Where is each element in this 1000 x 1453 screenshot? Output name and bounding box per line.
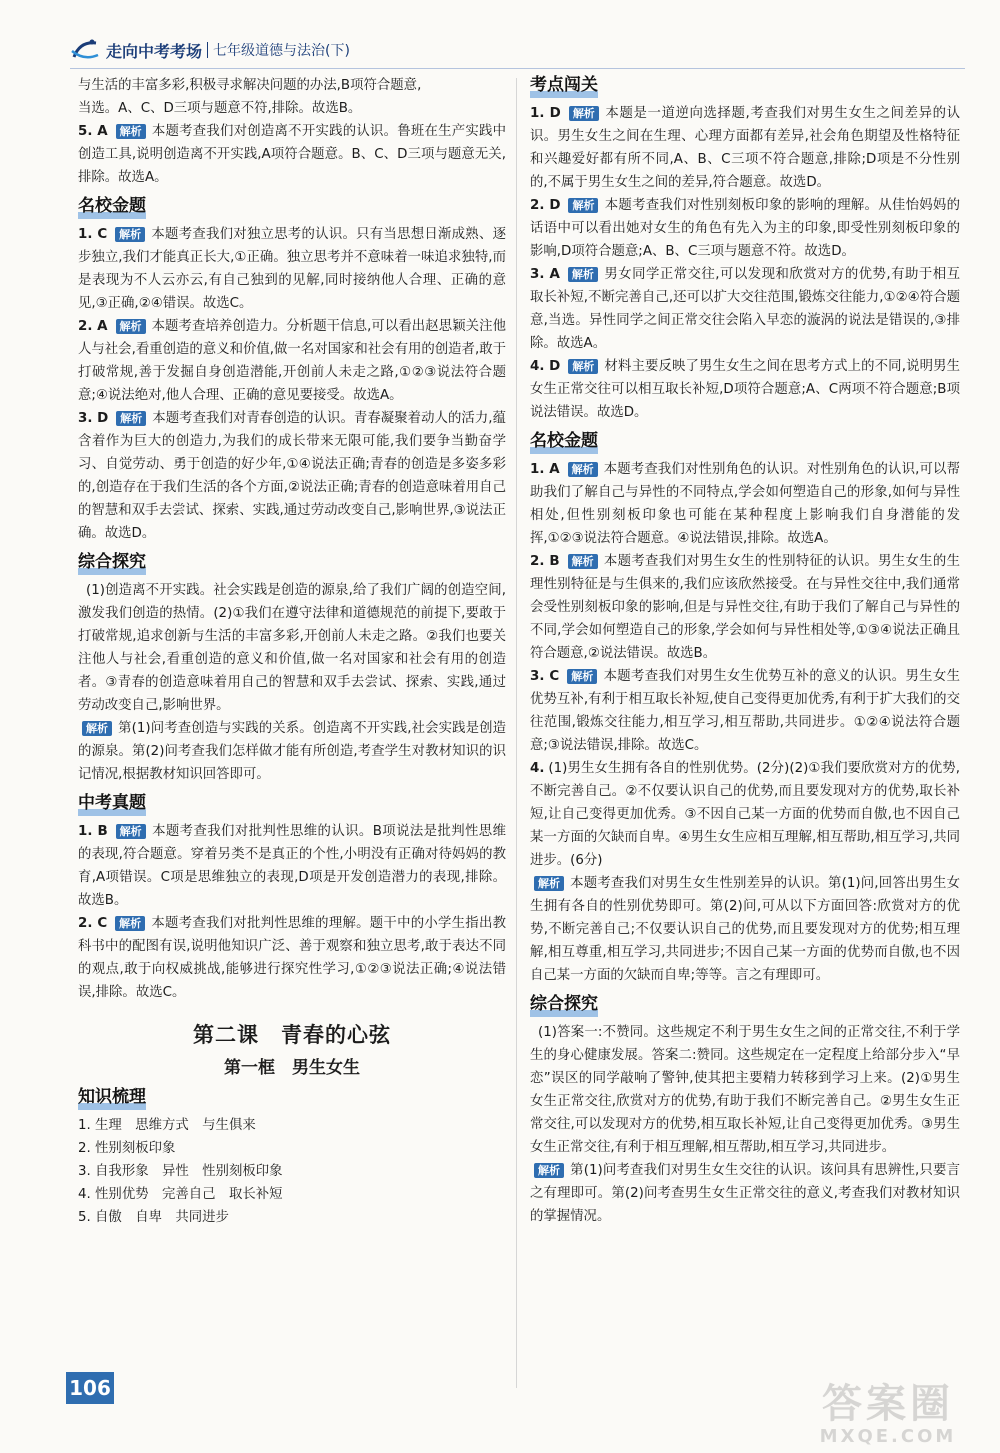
analysis-tag: 解析 [569, 106, 599, 121]
analysis-tag: 解析 [568, 554, 598, 569]
analysis-tag: 解析 [116, 824, 146, 839]
analysis-tag: 解析 [534, 876, 564, 891]
book-subtitle: 七年级道德与法治(下) [213, 43, 350, 59]
knowledge-item: 4. 性别优势 完善自己 取长补短 [78, 1187, 283, 1202]
section-heading: 综合探究 [530, 993, 598, 1017]
analysis-tag: 解析 [116, 411, 146, 426]
knowledge-item: 5. 自傲 自卑 共同进步 [78, 1210, 229, 1225]
analysis-tag: 解析 [116, 124, 146, 139]
answer-item: 2. C 解析 本题考查我们对批判性思维的理解。题干中的小学生指出教科书中的配图有误,说明他知识广泛、善于观察和独立思考,敢于表达不同的观点,敢于向权威挑战,能够进行探究性学习,①②③说法正确;④说法错误,排除。故选C。 [78, 916, 506, 1000]
subsection-title: 第一框 男生女生 [224, 1058, 360, 1078]
answer-item: 3. D 解析 本题考查我们对青春创造的认识。青春凝聚着动人的活力,蕴含着作为巨大的创造力,为我们的成长带来无限可能,我们要争当勤奋学习、自觉劳动、勇于创造的好少年,①④说法正确;青春的创造是多姿多彩的,创造存在于我们生活的各个方面,②说法正确;青春的创造意味着用自己的智慧和双手去尝试、探索、实践,通过劳动改变自己,影响世界,③说法正确。故选D。 [78, 411, 506, 541]
analysis-text: 解析 第(1)问考查我们对男生女生交往的认识。该问具有思辨性,只要言之有理即可。第(2)问考查男生女生正常交往的意义,考查我们对教材知识的掌握情况。 [530, 1163, 960, 1224]
left-column [78, 74, 506, 1229]
page-header [70, 30, 350, 70]
answer-text: (1)答案一:不赞同。这些规定不利于男生女生之间的正常交往,不利于学生的身心健康发展。答案二:赞同。这些规定在一定程度上给部分步入“早恋”误区的同学敲响了警钟,使其把主要精力转移到学习上来。(2)①男生女生正常交往,欣赏对方的优势,有助于我们不断完善自己。②男生女生正常交往,可以发现对方的优势,相互取长补短,让自己变得更加优秀。③男生女生正常交往,有利于相互理解,相互帮助,相互学习,共同进步。 [530, 1025, 960, 1155]
answer-item: 4. (1)男生女生拥有各自的性别优势。(2分)(2)①我们要欣赏对方的优势,不断完善自己。②不仅要认识自己的优势,而且要发现对方的优势,取长补短,让自己变得更加优秀。③不因自己某一方面的优势而自傲,也不因自己某一方面的欠缺而自卑。④男生女生应相互理解,相互帮助,相互学习,共同进步。(6分) [530, 761, 960, 868]
answer-item: 3. A 解析 男女同学正常交往,可以发现和欣赏对方的优势,有助于相互取长补短,不断完善自己,还可以扩大交往范围,锻炼交往能力,①②④符合题意,当选。异性同学之间正常交往会陷入早恋的漩涡的说法是错误的,③排除。故选A。 [530, 267, 960, 351]
header-divider [207, 42, 208, 58]
header-rule [70, 68, 965, 69]
knowledge-item: 1. 生理 思维方式 与生俱来 [78, 1118, 256, 1133]
analysis-tag: 解析 [568, 267, 598, 282]
analysis-tag: 解析 [115, 916, 145, 931]
answer-item: 2. D 解析 本题考查我们对性别刻板印象的影响的理解。从佳怡妈妈的话语中可以看出她对女生的角色有先入为主的印象,即受性别刻板印象的影响,D项符合题意;A、B、C三项与题意不符。故选D。 [530, 198, 960, 259]
answer-item: 2. B 解析 本题考查我们对男生女生的性别特征的认识。男生女生的生理性别特征是与生俱来的,我们应该欣然接受。在与异性交往中,我们通常会受性别刻板印象的影响,但是与异性交往,有助于我们了解自己与异性的不同,学会如何塑造自己的形象,学会如何与异性相处等,①③④说法正确且符合题意,②说法错误。故选B。 [530, 554, 960, 661]
knowledge-item: 3. 自我形象 异性 性别刻板印象 [78, 1164, 283, 1179]
analysis-tag: 解析 [116, 319, 146, 334]
page-number: 106 [66, 1372, 114, 1404]
analysis-tag: 解析 [568, 198, 598, 213]
knowledge-item: 2. 性别刻板印象 [78, 1141, 176, 1156]
answer-item: 1. A 解析 本题考查我们对性别角色的认识。对性别角色的认识,可以帮助我们了解自己与异性的不同特点,学会如何塑造自己的形象,如何与异性相处,但性别刻板印象也可能在某种程度上影响我们自身潜能的发挥,①②③说法符合题意。④说法错误,排除。故选A。 [530, 462, 960, 546]
right-column [530, 74, 960, 1228]
section-heading: 综合探究 [78, 551, 146, 575]
analysis-tag: 解析 [534, 1163, 564, 1178]
analysis-tag: 解析 [82, 721, 112, 736]
answer-item: 5. A 解析 本题考查我们对创造离不开实践的认识。鲁班在生产实践中创造工具,说明创造离不开实践,A项符合题意。B、C、D三项与题意无关,排除。故选A。 [78, 124, 506, 185]
answer-item: 3. C 解析 本题考查我们对男生女生优势互补的意义的认识。男生女生优势互补,有利于相互取长补短,使自己变得更加优秀,有利于扩大我们的交往范围,锻炼交往能力,相互学习,相互帮助,共同进步。①②④说法符合题意;③说法错误,排除。故选C。 [530, 669, 960, 753]
answer-item: 1. D 解析 本题是一道逆向选择题,考查我们对男生女生之间差异的认识。男生女生之间在生理、心理方面都有差异,社会角色期望及性格特征和兴趣爱好都有所不同,A、B、C三项不符合题意,排除;D项是不分性别的,不属于男生女生之间的差异,符合题意。故选D。 [530, 106, 960, 190]
section-heading: 名校金题 [530, 430, 598, 454]
analysis-text: 解析 本题考查我们对男生女生性别差异的认识。第(1)问,回答出男生女生拥有各自的性别优势即可。第(2)问,可从以下方面回答:欣赏对方的优势,不断完善自己;不仅要认识自己的优势,而且要发现对方的优势;相互理解,相互尊重,相互学习,共同进步;不因自己某一方面的优势而自傲,也不因自己某一方面的欠缺而自卑;等等。言之有理即可。 [530, 876, 960, 983]
column-divider [516, 78, 517, 1388]
answer-text: (1)创造离不开实践。社会实践是创造的源泉,给了我们广阔的创造空间,激发我们创造的热情。(2)①我们在遵守法律和道德规范的前提下,要敢于打破常规,追求创新与生活的丰富多彩,开创前人未走之路。②我们也要关注他人与社会,看重创造的意义和价值,做一名对国家和社会有用的创造者。③青春的创造意味着用自己的智慧和双手去尝试、探索、实践,通过劳动改变自己,影响世界。 [78, 583, 506, 713]
intro-text: 与生活的丰富多彩,积极寻求解决问题的办法,B项符合题意, 当选。A、C、D三项与题意不符,排除。故选B。 [78, 78, 422, 116]
chapter-title: 第二课 青春的心弦 [193, 1023, 391, 1047]
watermark-logo: 答案圈 MXQE.COM [819, 1381, 957, 1447]
answer-item: 4. D 解析 材料主要反映了男生女生之间在思考方式上的不同,说明男生女生正常交往可以相互取长补短,D项符合题意;A、C两项不符合题意;B项说法错误。故选D。 [530, 359, 960, 420]
analysis-tag: 解析 [567, 669, 597, 684]
answer-item: 1. C 解析 本题考查我们对独立思考的认识。只有当思想日渐成熟、逐步独立,我们才能真正长大,①正确。独立思考并不意味着一味追求独特,而是表现为不人云亦云,有自己独到的见解,同时接纳他人合理、正确的意见,③正确,②④错误。故选C。 [78, 227, 506, 311]
section-heading: 中考真题 [78, 792, 146, 816]
brand-logo-icon [70, 37, 100, 63]
answer-item: 1. B 解析 本题考查我们对批判性思维的认识。B项说法是批判性思维的表现,符合题意。穿着另类不是真正的个性,小明没有正确对待妈妈的教育,A项错误。C项是思维独立的表现,D项是开发创造潜力的表现,排除。故选B。 [78, 824, 506, 908]
analysis-tag: 解析 [568, 462, 598, 477]
analysis-tag: 解析 [115, 227, 145, 242]
analysis-tag: 解析 [568, 359, 598, 374]
section-heading: 知识梳理 [78, 1086, 146, 1110]
section-heading: 考点闯关 [530, 74, 598, 98]
analysis-text: 解析 第(1)问考查创造与实践的关系。创造离不开实践,社会实践是创造的源泉。第(2)问考查我们怎样做才能有所创造,考查学生对教材知识的识记情况,根据教材知识回答即可。 [78, 721, 506, 782]
book-series-title: 走向中考考场 [106, 41, 203, 61]
section-heading: 名校金题 [78, 195, 146, 219]
answer-item: 2. A 解析 本题考查培养创造力。分析题干信息,可以看出赵思颖关注他人与社会,看重创造的意义和价值,做一名对国家和社会有用的创造者,敢于打破常规,善于发掘自身创造潜能,开创前人未走之路,①②③说法符合题意;④说法绝对,他人合理、正确的意见要接受。故选A。 [78, 319, 506, 403]
